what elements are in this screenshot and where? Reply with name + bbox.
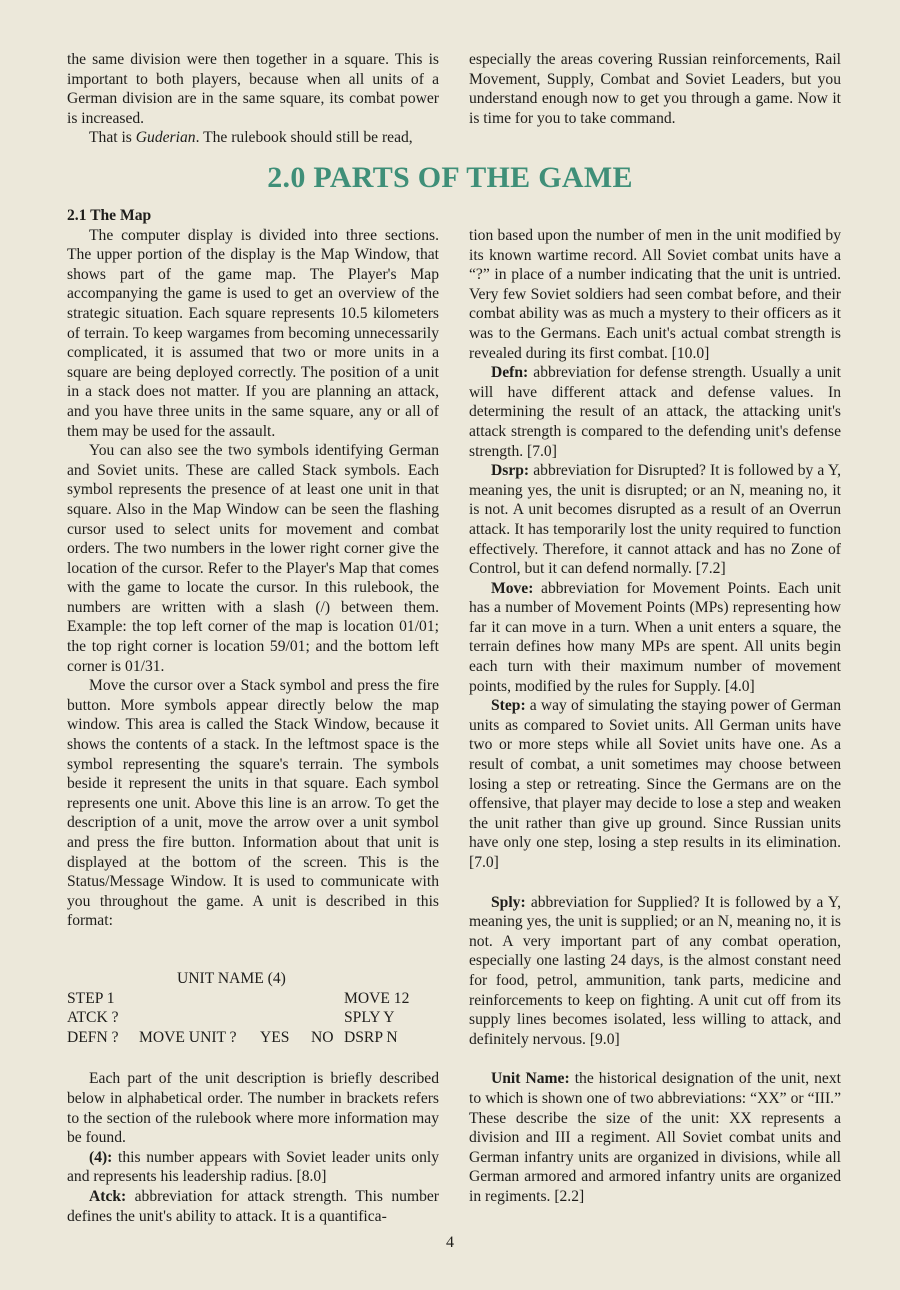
paragraph: the same division were then together in a square. This is important to both players, because when all units of a German division are in the same square, its combat power is increased. xyxy=(67,51,439,127)
top-right-column xyxy=(469,50,841,128)
definition-text: a way of simulating the staying power of German units as compared to Soviet units. All German units have two or more steps while all Soviet units have one. As a result of combat, a unit sometimes may choose between losing a step or retreating. Since the Germans are on the offensive, that player may decide to lose a step and weaken the unit rather than give up ground. Since Russian units have only one step, losing a step results in its elimination. [7.0] xyxy=(469,697,841,871)
definition-term: Sply: xyxy=(491,893,526,911)
no-label: NO xyxy=(311,1028,334,1046)
dsrp-label: DSRP N xyxy=(344,1028,398,1046)
unit-name-label: UNIT NAME (4) xyxy=(177,969,286,987)
page-number: 4 xyxy=(446,1234,454,1251)
definition-term: (4): xyxy=(89,1148,113,1166)
definition xyxy=(67,1148,439,1187)
game-title-italic: Guderian xyxy=(135,129,196,147)
paragraph: tion based upon the number of men in the unit modified by its known wartime record. All Soviet combat units have a “?” in place of a number indicating that the unit is untried. Very few Soviet soldiers had seen combat before, and their combat ability was as much a mystery to their officers as it was to the Germans. Each unit's actual combat strength is revealed during its first combat. [10.0] xyxy=(469,227,841,362)
paragraph: You can also see the two symbols identifying German and Soviet units. These are called Stack symbols. Each symbol represents the presence of at least one unit in that square. Also in the Map Window can be seen the flashing cursor used to select units for movement and combat orders. The two numbers in the lower right corner give the location of the cursor. Refer to the Player's Map that comes with the game to locate the cursor. In this rulebook, the numbers are written with a slash (/) between them. Example: the top left corner of the map is location 01/01; the top right corner is location 59/01; and the bottom left corner is 01/31. xyxy=(67,442,439,675)
definition-term: Dsrp: xyxy=(491,462,530,480)
paragraph: Each part of the unit description is briefly described below in alphabetical order. The number in brackets refers to the section of the rulebook where more information may be found. xyxy=(67,1070,439,1147)
paragraph: The computer display is divided into three sections. The upper portion of the display is the Map Window, that shows part of the game map. The Player's Map accompanying the game is used to get an overview of the strategic situation. Each square represents 10.5 kilometers of terrain. To keep wargames from becoming unnecessarily complicated, it is assumed that two or more units in a square are being deployed correctly. The position of a unit in a stack does not matter. If you are planning an attack, and you have three units in the same square, any or all of them may be used for the assault. xyxy=(67,226,439,440)
unit-block-row xyxy=(67,989,439,1009)
unit-description-format xyxy=(67,969,439,1047)
chapter-title: 2.0 PARTS OF THE GAME xyxy=(267,161,633,194)
definition-term: Step: xyxy=(491,697,526,715)
definition-text: abbreviation for Supplied? It is followed by a Y, meaning yes, the unit is supplied; or an N, meaning no, it is not. A very important part of any combat operation, especially one lasting 24 days, is the almost constant need for food, petrol, ammunition, tank parts, medicine and reinforcements to keep on fighting. A unit cut off from its supply lines becomes isolated, less willing to attack, and definitely nervous. [9.0] xyxy=(469,893,841,1048)
definition xyxy=(469,579,841,697)
definition-text: abbreviation for Disrupted? It is followed by a Y, meaning yes, the unit is disrupted; or an N, meaning no, it is not. A unit becomes disrupted as a result of an Overrun attack. It has temporarily lost the unity required to function effectively. Therefore, it cannot attack and has no Zone of Control, but it can defend normally. [7.2] xyxy=(469,462,841,578)
definition-text: abbreviation for defense strength. Usually a unit will have different attack and defense values. In determining the result of an attack, the attacking unit's attack strength is compared to the defending unit's defense strength. [7.0] xyxy=(469,364,841,460)
unit-block-row xyxy=(67,1028,439,1048)
step-label: STEP 1 xyxy=(67,989,115,1007)
definition-text: abbreviation for attack strength. This number defines the unit's ability to attack. It is a quantifica- xyxy=(67,1187,439,1225)
unit-block-row xyxy=(67,969,439,989)
sply-label: SPLY Y xyxy=(344,1009,395,1027)
definition-term: Atck: xyxy=(89,1187,127,1205)
definition-text: abbreviation for Movement Points. Each unit has a number of Movement Points (MPs) representing how far it can move in a turn. When a unit enters a square, the terrain defines how many MPs are spent. All units begin each turn with their maximum number of movement points, modified by the rules for Supply. [4.0] xyxy=(469,579,841,695)
section-heading: 2.1 The Map xyxy=(67,207,152,224)
definition-term: Unit Name: xyxy=(491,1070,570,1088)
top-left-column xyxy=(67,50,439,148)
atck-label: ATCK ? xyxy=(67,1009,119,1027)
paragraph: Move the cursor over a Stack symbol and press the fire button. More symbols appear directly below the map window. This area is called the Stack Window, because it shows the contents of a stack. In the leftmost space is the symbol representing the square's terrain. The symbols beside it represent the units in that square. Each symbol represents one unit. Above this line is an arrow. To get the description of a unit, move the arrow over a unit symbol and press the fire button. Information about that unit is displayed at the bottom of the screen. This is the Status/Message Window. It is used to communicate with you throughout the game. A unit is described in this format: xyxy=(67,677,439,930)
defn-label: DEFN ? xyxy=(67,1028,119,1046)
definition-text: this number appears with Soviet leader units only and represents his leadership radius. [8.0] xyxy=(67,1148,439,1186)
definition xyxy=(469,363,841,461)
definition-term: Defn: xyxy=(491,364,529,382)
definition xyxy=(469,696,841,872)
text-run: . The rulebook should still be read, xyxy=(195,129,413,147)
yes-label: YES xyxy=(260,1028,290,1046)
paragraph xyxy=(67,128,439,148)
right-column xyxy=(469,226,841,1207)
paragraph: especially the areas covering Russian reinforcements, Rail Movement, Supply, Combat and Soviet Leaders, but you understand enough now to get you through a game. Now it is time for you to take command. xyxy=(469,51,841,127)
text-run: That is xyxy=(89,129,136,147)
definition xyxy=(469,1069,841,1206)
move-unit-label: MOVE UNIT ? xyxy=(139,1028,237,1046)
unit-block-row xyxy=(67,1008,439,1028)
move-label: MOVE 12 xyxy=(344,989,410,1007)
definition-text: the historical designation of the unit, next to which is shown one of two abbreviations: “XX” or “III.” These describe the size of the unit: XX represents a division and III a regiment. All Soviet combat units and German infantry units are organized in divisions, while all German armored and armored infantry units are organized in regiments. [2.2] xyxy=(469,1070,841,1205)
definition xyxy=(469,461,841,579)
definition xyxy=(469,893,841,1050)
definition-term: Move: xyxy=(491,579,534,597)
left-column xyxy=(67,206,439,1226)
definition xyxy=(67,1187,439,1226)
